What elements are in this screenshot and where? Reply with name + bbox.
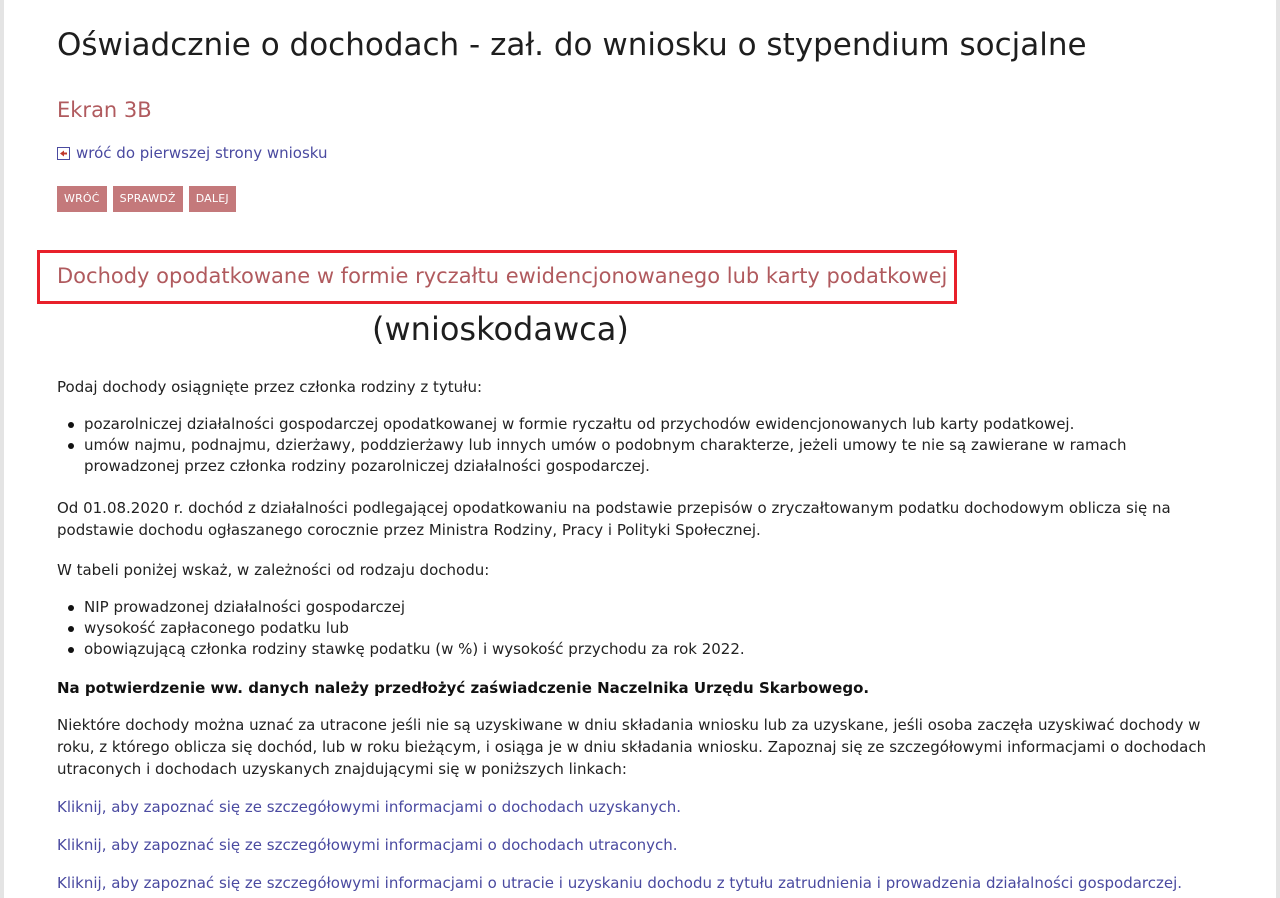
list-item: NIP prowadzonej działalności gospodarczej	[57, 597, 1147, 618]
list-item: wysokość zapłaconego podatku lub	[57, 618, 1147, 639]
back-to-first-page-link[interactable]	[57, 144, 328, 162]
screen-label: Ekran 3B	[57, 98, 152, 122]
page-title: Oświadcznie o dochodach - zał. do wniosku o stypendium socjalne	[57, 27, 1087, 63]
employment-income-link[interactable]: Kliknij, aby zapoznać się ze szczegółowymi informacjami o utracie i uzyskaniu dochodu z tytułu zatrudnienia i prowadzenia działalności gospodarczej.	[57, 874, 1183, 892]
section-heading: Dochody opodatkowane w formie ryczałtu ewidencjonowanego lub karty podatkowej	[57, 264, 948, 288]
intro-text: Podaj dochody osiągnięte przez członka rodziny z tytułu:	[57, 378, 483, 396]
back-button[interactable]: WRÓĆ	[57, 186, 107, 212]
next-button[interactable]: DALEJ	[189, 186, 236, 212]
list-item: obowiązującą członka rodziny stawkę podatku (w %) i wysokość przychodu za rok 2022.	[57, 639, 1147, 660]
income-sources-list	[57, 414, 1147, 477]
gained-income-link[interactable]: Kliknij, aby zapoznać się ze szczegółowymi informacjami o dochodach uzyskanych.	[57, 798, 682, 816]
rule-2020-text: Od 01.08.2020 r. dochód z działalności podlegającej opodatkowaniu na podstawie przepisów o zryczałtowanym podatku dochodowym oblicza się na podstawie dochodu ogłaszanego corocznie przez Ministra Rodziny, Pracy i Polityki Społecznej.	[57, 499, 1171, 539]
check-button[interactable]: SPRAWDŹ	[113, 186, 183, 212]
table-items-list	[57, 597, 1147, 660]
lost-income-link[interactable]: Kliknij, aby zapoznać się ze szczegółowymi informacjami o dochodach utraconych.	[57, 836, 678, 854]
confirmation-note: Na potwierdzenie ww. danych należy przedłożyć zaświadczenie Naczelnika Urzędu Skarbowego.	[57, 679, 870, 697]
list-item: umów najmu, podnajmu, dzierżawy, poddzierżawy lub innych umów o podobnym charakterze, jeżeli umowy te nie są zawierane w ramach prowadzonej przez członka rodziny pozarolniczej działalności gospodarczej.	[57, 435, 1147, 477]
lost-income-note: Niektóre dochody można uznać za utracone jeśli nie są uzyskiwane w dniu składania wniosku lub za uzyskane, jeśli osoba zaczęła uzyskiwać dochody w roku, z którego oblicza się dochód, lub w roku bieżącym, i osiąga je w dniu składania wniosku. Zapoznaj się ze szczegółowymi informacjami o dochodach utraconych i dochodach uzyskanych znajdującymi się w poniższych linkach:	[57, 716, 1207, 778]
applicant-label: (wnioskodawca)	[372, 310, 629, 348]
back-link-label: wróć do pierwszej strony wniosku	[76, 144, 328, 162]
navigation-buttons	[57, 186, 242, 212]
list-item: pozarolniczej działalności gospodarczej opodatkowanej w formie ryczałtu od przychodów ewidencjonowanych lub karty podatkowej.	[57, 414, 1147, 435]
back-arrow-icon	[57, 147, 70, 160]
left-frame-border	[0, 0, 4, 898]
table-intro-text: W tabeli poniżej wskaż, w zależności od rodzaju dochodu:	[57, 561, 490, 579]
right-frame-border	[1276, 0, 1280, 898]
